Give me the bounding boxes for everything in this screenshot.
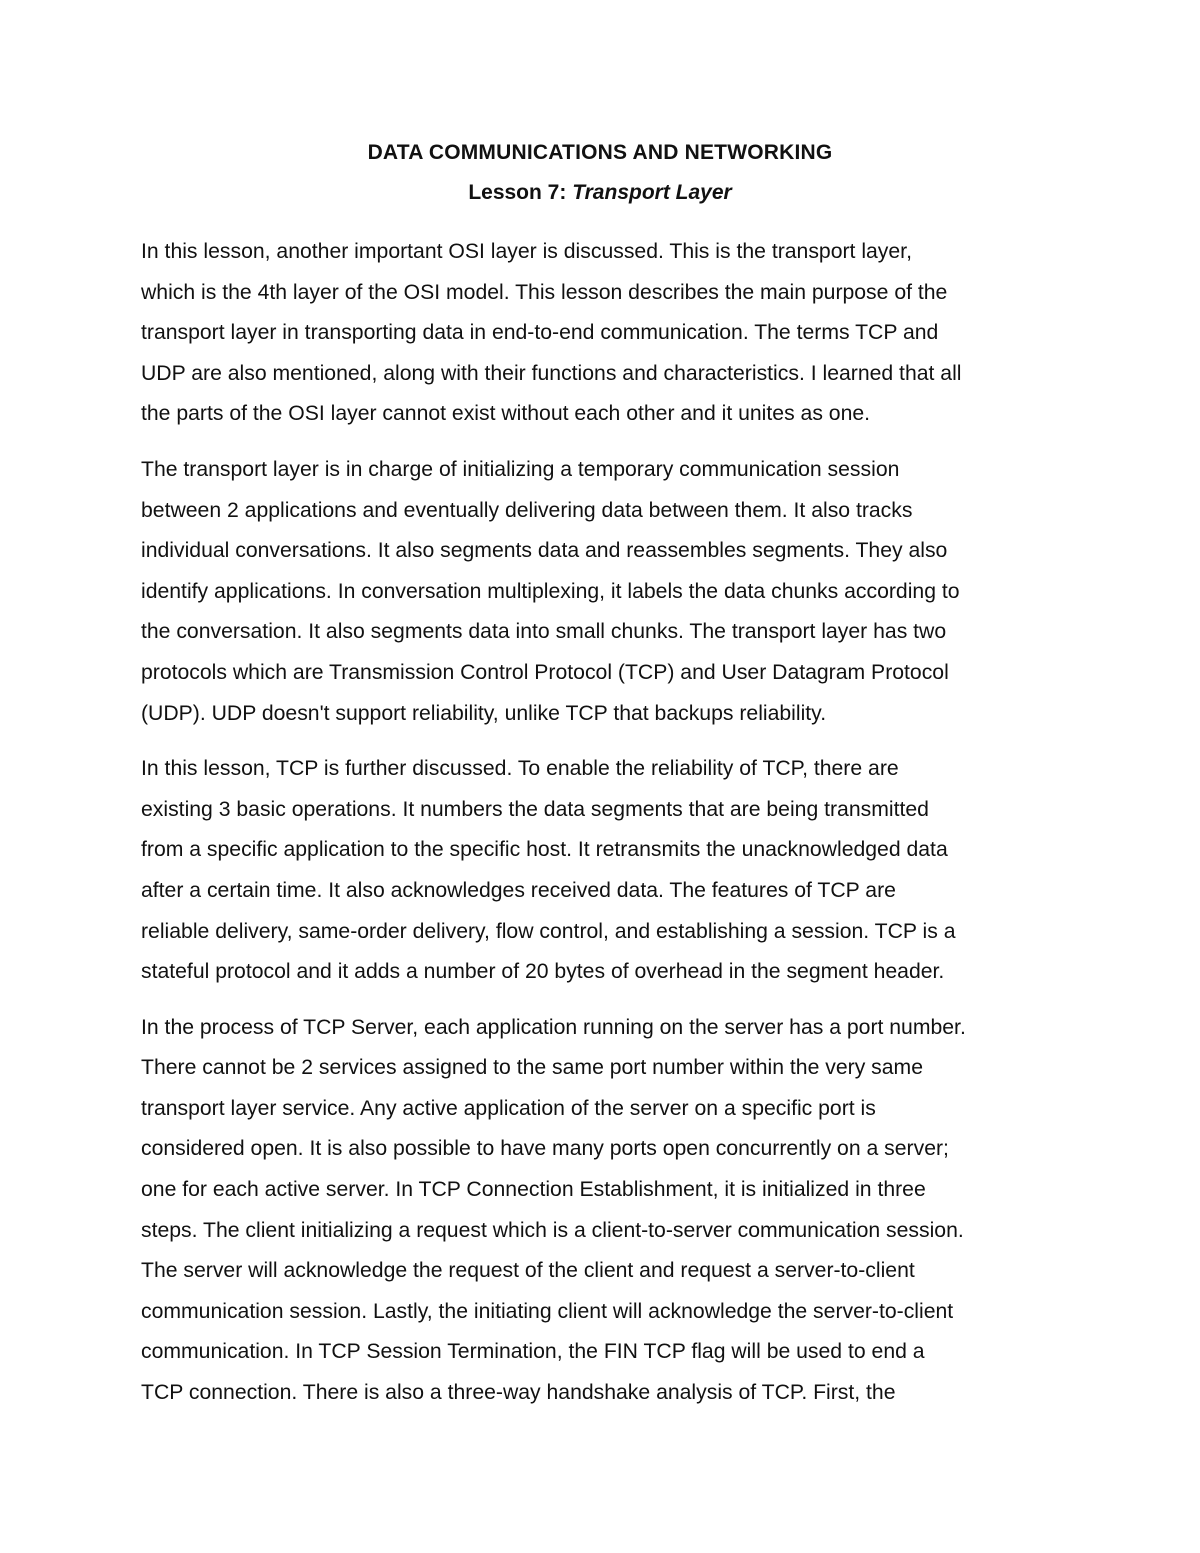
text-line: existing 3 basic operations. It numbers the data segments that are being transmitted [141,797,929,821]
text-line: between 2 applications and eventually delivering data between them. It also tracks [141,498,913,522]
text-line: the conversation. It also segments data into small chunks. The transport layer has two [141,620,947,644]
text-line: UDP are also mentioned, along with their functions and characteristics. I learned that all [141,361,962,385]
text-line: stateful protocol and it adds a number of 20 bytes of overhead in the segment header. [141,960,945,984]
text-line: which is the 4th layer of the OSI model. This lesson describes the main purpose of the [141,280,948,304]
paragraph-3 [141,749,1059,993]
text-line: In this lesson, another important OSI layer is discussed. This is the transport layer, [141,240,912,263]
text-line: one for each active server. In TCP Connection Establishment, it is initialized in three [141,1178,926,1202]
text-line: protocols which are Transmission Control Protocol (TCP) and User Datagram Protocol [141,660,949,684]
text-line: individual conversations. It also segments data and reassembles segments. They also [141,539,948,563]
text-line: transport layer service. Any active application of the server on a specific port is [141,1096,876,1120]
document-body [141,232,1059,1429]
text-line: In this lesson, TCP is further discussed. To enable the reliability of TCP, there are [141,757,899,781]
text-line: communication session. Lastly, the initiating client will acknowledge the server-to-client [141,1299,954,1323]
text-line: from a specific application to the specific host. It retransmits the unacknowledged data [141,838,948,862]
lesson-number: Lesson 7: [468,181,573,204]
lesson-topic: Transport Layer [572,181,732,204]
paragraph-1 [141,232,1059,435]
document-title: DATA COMMUNICATIONS AND NETWORKING [367,141,833,164]
text-line: the parts of the OSI layer cannot exist without each other and it unites as one. [141,402,871,426]
text-line: after a certain time. It also acknowledges received data. The features of TCP are [141,878,896,902]
text-line: (UDP). UDP doesn't support reliability, unlike TCP that backups reliability. [141,701,827,725]
text-line: steps. The client initializing a request which is a client-to-server communication session. [141,1218,964,1242]
paragraph-2 [141,450,1059,734]
lesson-heading [141,181,1059,205]
paragraph-4 [141,1008,1059,1414]
text-line: identify applications. In conversation multiplexing, it labels the data chunks according to [141,579,960,603]
text-line: transport layer in transporting data in end-to-end communication. The terms TCP and [141,321,939,345]
text-line: The server will acknowledge the request of the client and request a server-to-client [141,1259,915,1283]
text-line: communication. In TCP Session Termination, the FIN TCP flag will be used to end a [141,1340,925,1364]
text-line: There cannot be 2 services assigned to the same port number within the very same [141,1056,923,1080]
text-line: In the process of TCP Server, each application running on the server has a port number. [141,1015,966,1039]
text-line: reliable delivery, same-order delivery, flow control, and establishing a session. TCP is a [141,919,956,943]
text-line: TCP connection. There is also a three-way handshake analysis of TCP. First, the [141,1381,896,1405]
text-line: The transport layer is in charge of initializing a temporary communication session [141,457,900,481]
text-line: considered open. It is also possible to have many ports open concurrently on a server; [141,1137,949,1161]
